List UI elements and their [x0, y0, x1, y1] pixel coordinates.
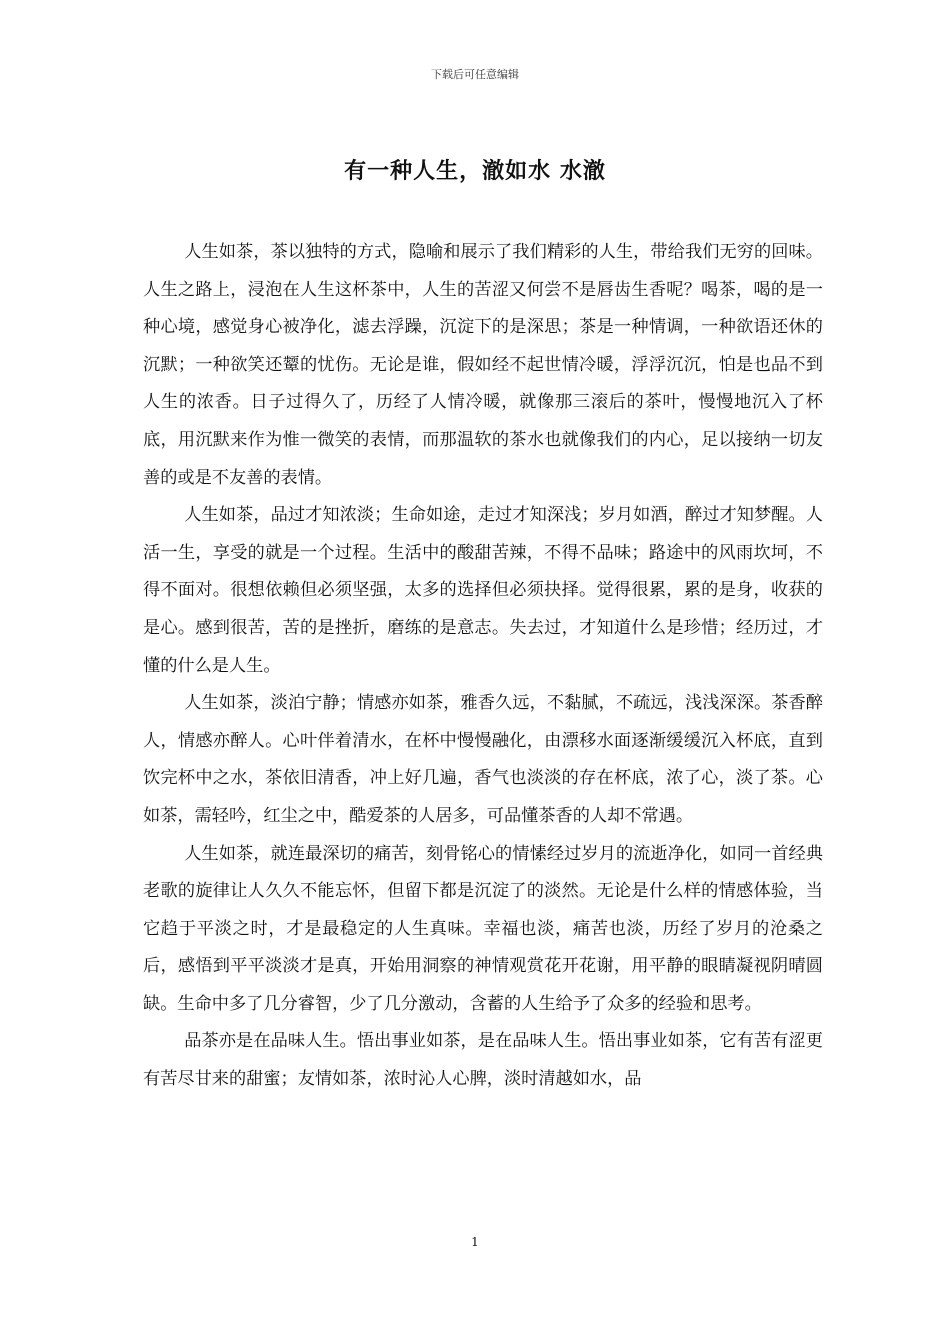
- paragraph: 人生如茶，品过才知浓淡；生命如途，走过才知深浅；岁月如酒，醉过才知梦醒。人活一生，享受的就是一个过程。生活中的酸甜苦辣，不得不品味；路途中的风雨坎坷，不得不面对。很想依赖但必须坚强，太多的选择但必须抉择。觉得很累，累的是身，收获的是心。感到很苦，苦的是挫折，磨练的是意志。失去过，才知道什么是珍惜；经历过，才懂的什么是人生。: [143, 505, 823, 676]
- paragraph: 品茶亦是在品味人生。悟出事业如茶，是在品味人生。悟出事业如茶，它有苦有涩更有苦尽甘来的甜蜜；友情如茶，浓时沁人心脾，淡时清越如水，品: [143, 1031, 823, 1090]
- document-title: 有一种人生，澈如水 水澈: [344, 158, 606, 184]
- paragraph: 人生如茶，淡泊宁静；情感亦如茶，雅香久远，不黏腻，不疏远，浅浅深深。茶香醉人，情感亦醉人。心叶伴着清水，在杯中慢慢融化，由漂移水面逐渐缓缓沉入杯底，直到饮完杯中之水，茶依旧清香，冲上好几遍，香气也淡淡的存在杯底，浓了心，淡了茶。心如茶，需轻吟，红尘之中，酷爱茶的人居多，可品懂茶香的人却不常遇。: [143, 693, 823, 826]
- page-header: 下载后可任意编辑: [431, 68, 519, 81]
- page-number: 1: [471, 1235, 479, 1249]
- document-body: [143, 234, 823, 1099]
- paragraph: 人生如茶，就连最深切的痛苦，刻骨铭心的情愫经过岁月的流逝净化，如同一首经典老歌的旋律让人久久不能忘怀，但留下都是沉淀了的淡然。无论是什么样的情感体验，当它趋于平淡之时，才是最稳定的人生真味。幸福也淡，痛苦也淡，历经了岁月的沧桑之后，感悟到平平淡淡才是真，开始用洞察的神情观赏花开花谢，用平静的眼睛凝视阴晴圆缺。生命中多了几分睿智，少了几分激动，含蓄的人生给予了众多的经验和思考。: [143, 843, 823, 1014]
- paragraph: 人生如茶，茶以独特的方式，隐喻和展示了我们精彩的人生，带给我们无穷的回味。人生之路上，浸泡在人生这杯茶中，人生的苦涩又何尝不是唇齿生香呢？喝茶，喝的是一种心境，感觉身心被净化，滤去浮躁，沉淀下的是深思；茶是一种情调，一种欲语还休的沉默；一种欲笑还颦的忧伤。无论是谁，假如经不起世情冷暖，浮浮沉沉，怕是也品不到人生的浓香。日子过得久了，历经了人情冷暖，就像那三滚后的茶叶，慢慢地沉入了杯底，用沉默来作为惟一微笑的表情，而那温软的茶水也就像我们的内心，足以接纳一切友善的或是不友善的表情。: [143, 242, 823, 488]
